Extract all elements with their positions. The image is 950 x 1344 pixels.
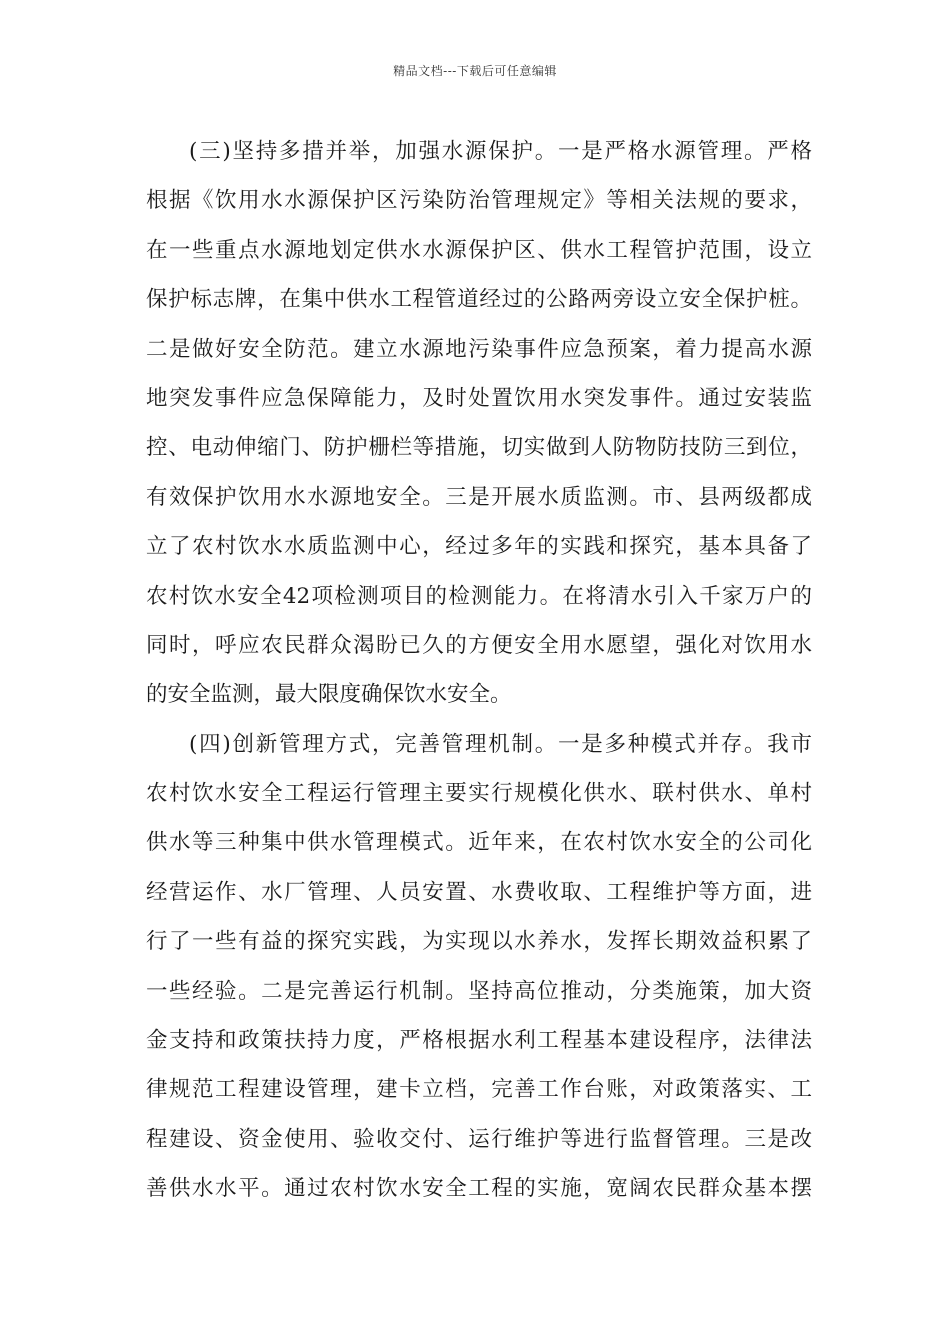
paragraph-line: 农村饮水安全工程运行管理主要实行规模化供水、联村供水、单村 (146, 781, 812, 807)
paragraph-line: 农村饮水安全42项检测项目的检测能力。在将清水引入千家万户的 (146, 583, 812, 609)
paragraph-line: 金支持和政策扶持力度，严格根据水利工程基本建设程序，法律法 (146, 1028, 812, 1054)
paragraph-line: 一些经验。二是完善运行机制。坚持高位推动，分类施策，加大资 (146, 978, 812, 1004)
body-text (146, 127, 812, 1214)
page-header: 精品文档---下载后可任意编辑 (393, 64, 557, 78)
paragraph-line: 在一些重点水源地划定供水水源保护区、供水工程管护范围，设立 (146, 237, 812, 263)
paragraph-line: (四)创新管理方式，完善管理机制。一是多种模式并存。我市 (189, 731, 812, 757)
paragraph-line: 经营运作、水厂管理、人员安置、水费收取、工程维护等方面，进 (146, 879, 812, 905)
paragraph-line: 善供水水平。通过农村饮水安全工程的实施，宽阔农民群众基本摆 (146, 1176, 812, 1202)
paragraph-line: 根据《饮用水水源保护区污染防治管理规定》等相关法规的要求， (146, 188, 812, 214)
paragraph-line: (三)坚持多措并举，加强水源保护。一是严格水源管理。严格 (189, 139, 812, 164)
paragraph-line: 同时，呼应农民群众渴盼已久的方便安全用水愿望，强化对饮用水 (146, 632, 812, 658)
paragraph-line: 立了农村饮水水质监测中心，经过多年的实践和探究，基本具备了 (146, 534, 812, 560)
paragraph-line: 二是做好安全防范。建立水源地污染事件应急预案，着力提高水源 (146, 336, 812, 362)
paragraph-line: 律规范工程建设管理，建卡立档，完善工作台账，对政策落实、工 (146, 1077, 812, 1103)
paragraph-line: 程建设、资金使用、验收交付、运行维护等进行监督管理。三是改 (146, 1126, 812, 1152)
paragraph-line: 地突发事件应急保障能力，及时处置饮用水突发事件。通过安装监 (146, 385, 812, 411)
paragraph-line: 行了一些有益的探究实践，为实现以水养水，发挥长期效益积累了 (146, 929, 812, 955)
paragraph-line: 保护标志牌，在集中供水工程管道经过的公路两旁设立安全保护桩。 (146, 287, 812, 313)
paragraph-line: 有效保护饮用水水源地安全。三是开展水质监测。市、县两级都成 (146, 484, 812, 510)
paragraph-line: 的安全监测，最大限度确保饮水安全。 (146, 682, 512, 708)
paragraph-line: 控、电动伸缩门、防护栅栏等措施，切实做到人防物防技防三到位， (146, 435, 812, 461)
paragraph-line: 供水等三种集中供水管理模式。近年来，在农村饮水安全的公司化 (146, 830, 812, 856)
